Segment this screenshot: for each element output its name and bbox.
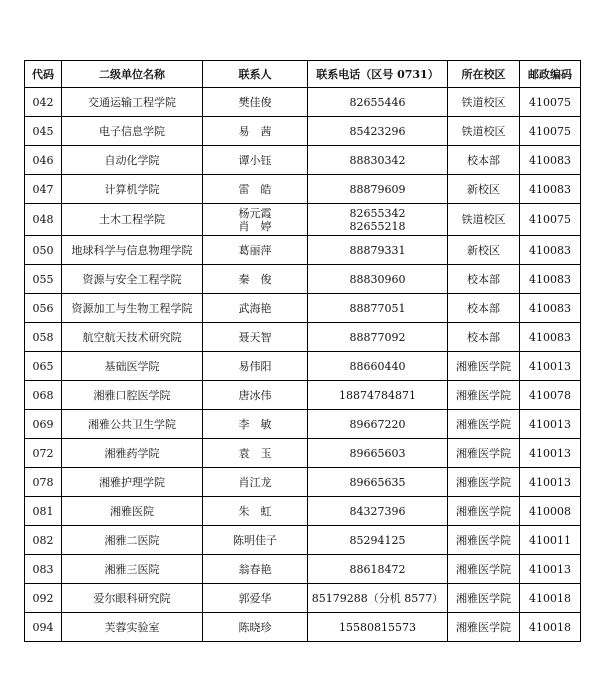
- cell-campus: 校本部: [448, 265, 520, 294]
- cell-contact-line: 陈晓珍: [238, 620, 272, 634]
- cell-phone: [308, 584, 448, 613]
- cell-campus: 湘雅医学院: [448, 468, 520, 497]
- cell-contact-line: 肖江龙: [238, 475, 272, 489]
- cell-unit: 湘雅医院: [62, 497, 203, 526]
- cell-phone: [308, 294, 448, 323]
- cell-contact-line: 李 敏: [238, 417, 272, 431]
- table-row: [25, 265, 581, 294]
- cell-contact-line: 葛丽萍: [238, 243, 272, 257]
- table-row: [25, 175, 581, 204]
- cell-postcode: 410083: [520, 323, 581, 352]
- cell-campus: 铁道校区: [448, 88, 520, 117]
- cell-phone-line: 82655342: [349, 206, 406, 220]
- table-row: [25, 381, 581, 410]
- cell-code: 055: [25, 265, 62, 294]
- cell-contact: [203, 146, 308, 175]
- cell-code: 083: [25, 555, 62, 584]
- cell-phone: [308, 439, 448, 468]
- cell-unit: 基础医学院: [62, 352, 203, 381]
- cell-phone: [308, 352, 448, 381]
- cell-phone: [308, 204, 448, 236]
- cell-postcode: 410075: [520, 88, 581, 117]
- cell-unit: 资源加工与生物工程学院: [62, 294, 203, 323]
- cell-contact-line: 翁春艳: [238, 562, 272, 576]
- cell-phone: [308, 410, 448, 439]
- cell-postcode: 410013: [520, 468, 581, 497]
- cell-campus: 湘雅医学院: [448, 613, 520, 642]
- cell-unit: 芙蓉实验室: [62, 613, 203, 642]
- table-row: [25, 613, 581, 642]
- table-row: [25, 555, 581, 584]
- cell-phone-line: 82655446: [349, 95, 406, 109]
- cell-postcode: 410011: [520, 526, 581, 555]
- cell-phone-line: 88879331: [349, 243, 406, 257]
- cell-phone-line: 89667220: [349, 417, 406, 431]
- cell-phone-line: 88830960: [349, 272, 406, 286]
- cell-contact: [203, 265, 308, 294]
- cell-phone: [308, 323, 448, 352]
- cell-code: 056: [25, 294, 62, 323]
- cell-campus: 校本部: [448, 146, 520, 175]
- cell-phone-line: 88660440: [349, 359, 406, 373]
- cell-contact: [203, 439, 308, 468]
- cell-code: 082: [25, 526, 62, 555]
- table-row: [25, 117, 581, 146]
- cell-code: 045: [25, 117, 62, 146]
- cell-campus: 湘雅医学院: [448, 526, 520, 555]
- cell-phone-line: 85423296: [349, 124, 406, 138]
- cell-phone: [308, 117, 448, 146]
- table-row: [25, 323, 581, 352]
- table-row: [25, 88, 581, 117]
- cell-contact: [203, 294, 308, 323]
- cell-contact: [203, 526, 308, 555]
- cell-contact: [203, 410, 308, 439]
- cell-phone: [308, 555, 448, 584]
- header-code: 代码: [25, 61, 62, 88]
- cell-contact: [203, 381, 308, 410]
- cell-code: 094: [25, 613, 62, 642]
- cell-contact-line: 聂天智: [238, 330, 272, 344]
- cell-code: 058: [25, 323, 62, 352]
- cell-contact-line: 易伟阳: [238, 359, 272, 373]
- cell-contact-line: 朱 虹: [238, 504, 272, 518]
- cell-postcode: 410013: [520, 352, 581, 381]
- cell-campus: 湘雅医学院: [448, 497, 520, 526]
- cell-postcode: 410013: [520, 555, 581, 584]
- cell-phone-line: 89665603: [349, 446, 406, 460]
- cell-phone-line: 89665635: [349, 475, 406, 489]
- cell-contact: [203, 88, 308, 117]
- cell-code: 092: [25, 584, 62, 613]
- cell-phone: [308, 265, 448, 294]
- header-postcode: 邮政编码: [520, 61, 581, 88]
- table-row: [25, 410, 581, 439]
- cell-code: 072: [25, 439, 62, 468]
- cell-code: 046: [25, 146, 62, 175]
- table-row: [25, 468, 581, 497]
- cell-campus: 湘雅医学院: [448, 439, 520, 468]
- cell-contact-line: 雷 皓: [238, 182, 272, 196]
- cell-postcode: 410083: [520, 175, 581, 204]
- cell-campus: 铁道校区: [448, 117, 520, 146]
- cell-phone: [308, 88, 448, 117]
- cell-campus: 湘雅医学院: [448, 555, 520, 584]
- cell-contact: [203, 613, 308, 642]
- cell-code: 042: [25, 88, 62, 117]
- cell-unit: 湘雅护理学院: [62, 468, 203, 497]
- table-row: [25, 204, 581, 236]
- cell-contact: [203, 323, 308, 352]
- cell-postcode: 410013: [520, 410, 581, 439]
- cell-code: 048: [25, 204, 62, 236]
- contacts-table: [24, 60, 581, 642]
- cell-contact: [203, 204, 308, 236]
- cell-phone: [308, 526, 448, 555]
- cell-phone-line: 18874784871: [339, 388, 416, 402]
- cell-contact-line: 陈明佳子: [233, 533, 277, 547]
- cell-unit: 湘雅二医院: [62, 526, 203, 555]
- cell-campus: 新校区: [448, 175, 520, 204]
- cell-contact: [203, 584, 308, 613]
- cell-contact-line: 秦 俊: [238, 272, 272, 286]
- cell-phone-line: 88877051: [349, 301, 406, 315]
- cell-contact-line: 袁 玉: [238, 446, 272, 460]
- table-header-row: [25, 61, 581, 88]
- cell-phone-line: 84327396: [349, 504, 406, 518]
- cell-phone: [308, 175, 448, 204]
- cell-phone-line: 88830342: [349, 153, 406, 167]
- cell-unit: 湘雅口腔医学院: [62, 381, 203, 410]
- cell-phone: [308, 497, 448, 526]
- cell-code: 065: [25, 352, 62, 381]
- cell-postcode: 410083: [520, 294, 581, 323]
- cell-code: 047: [25, 175, 62, 204]
- cell-phone-line: 85294125: [349, 533, 406, 547]
- cell-campus: 校本部: [448, 323, 520, 352]
- cell-campus: 湘雅医学院: [448, 410, 520, 439]
- cell-unit: 资源与安全工程学院: [62, 265, 203, 294]
- cell-contact: [203, 117, 308, 146]
- cell-phone: [308, 613, 448, 642]
- cell-postcode: 410083: [520, 236, 581, 265]
- cell-phone-line: 85179288（分机 8577）: [311, 591, 444, 605]
- cell-campus: 校本部: [448, 294, 520, 323]
- cell-contact-line: 易 茜: [238, 124, 272, 138]
- cell-code: 069: [25, 410, 62, 439]
- cell-phone-line: 82655218: [349, 219, 406, 233]
- table-row: [25, 146, 581, 175]
- cell-unit: 地球科学与信息物理学院: [62, 236, 203, 265]
- cell-postcode: 410018: [520, 584, 581, 613]
- cell-unit: 湘雅药学院: [62, 439, 203, 468]
- cell-phone: [308, 381, 448, 410]
- header-unit: 二级单位名称: [62, 61, 203, 88]
- cell-phone-line: 88877092: [349, 330, 406, 344]
- cell-postcode: 410018: [520, 613, 581, 642]
- header-contact: 联系人: [203, 61, 308, 88]
- cell-postcode: 410075: [520, 117, 581, 146]
- table-row: [25, 236, 581, 265]
- cell-code: 068: [25, 381, 62, 410]
- table-row: [25, 497, 581, 526]
- cell-contact: [203, 175, 308, 204]
- cell-postcode: 410083: [520, 265, 581, 294]
- cell-phone-line: 88618472: [349, 562, 406, 576]
- cell-unit: 自动化学院: [62, 146, 203, 175]
- cell-unit: 航空航天技术研究院: [62, 323, 203, 352]
- table-row: [25, 294, 581, 323]
- cell-phone: [308, 146, 448, 175]
- cell-code: 050: [25, 236, 62, 265]
- cell-campus: 湘雅医学院: [448, 584, 520, 613]
- cell-contact-line: 樊佳俊: [238, 95, 272, 109]
- cell-contact: [203, 555, 308, 584]
- table-row: [25, 439, 581, 468]
- cell-contact: [203, 468, 308, 497]
- cell-phone-line: 15580815573: [339, 620, 416, 634]
- cell-unit: 爱尔眼科研究院: [62, 584, 203, 613]
- cell-postcode: 410083: [520, 146, 581, 175]
- header-phone: 联系电话（区号 0731）: [308, 61, 448, 88]
- cell-code: 081: [25, 497, 62, 526]
- cell-contact-line: 唐冰伟: [238, 388, 272, 402]
- table-row: [25, 526, 581, 555]
- cell-contact: [203, 497, 308, 526]
- cell-campus: 湘雅医学院: [448, 352, 520, 381]
- cell-contact-line: 谭小钰: [238, 153, 272, 167]
- cell-unit: 湘雅公共卫生学院: [62, 410, 203, 439]
- cell-contact: [203, 352, 308, 381]
- cell-campus: 新校区: [448, 236, 520, 265]
- cell-phone: [308, 236, 448, 265]
- cell-unit: 计算机学院: [62, 175, 203, 204]
- table-row: [25, 584, 581, 613]
- cell-contact: [203, 236, 308, 265]
- cell-contact-line: 肖 婷: [238, 219, 272, 233]
- cell-postcode: 410008: [520, 497, 581, 526]
- cell-postcode: 410078: [520, 381, 581, 410]
- cell-unit: 土木工程学院: [62, 204, 203, 236]
- table-row: [25, 352, 581, 381]
- cell-postcode: 410075: [520, 204, 581, 236]
- cell-contact-line: 郭爱华: [238, 591, 272, 605]
- cell-phone-line: 88879609: [349, 182, 406, 196]
- cell-unit: 电子信息学院: [62, 117, 203, 146]
- cell-phone: [308, 468, 448, 497]
- cell-unit: 湘雅三医院: [62, 555, 203, 584]
- cell-campus: 湘雅医学院: [448, 381, 520, 410]
- cell-code: 078: [25, 468, 62, 497]
- cell-contact-line: 杨元霞: [238, 206, 272, 220]
- cell-unit: 交通运输工程学院: [62, 88, 203, 117]
- cell-contact-line: 武海艳: [238, 301, 272, 315]
- cell-campus: 铁道校区: [448, 204, 520, 236]
- cell-postcode: 410013: [520, 439, 581, 468]
- header-campus: 所在校区: [448, 61, 520, 88]
